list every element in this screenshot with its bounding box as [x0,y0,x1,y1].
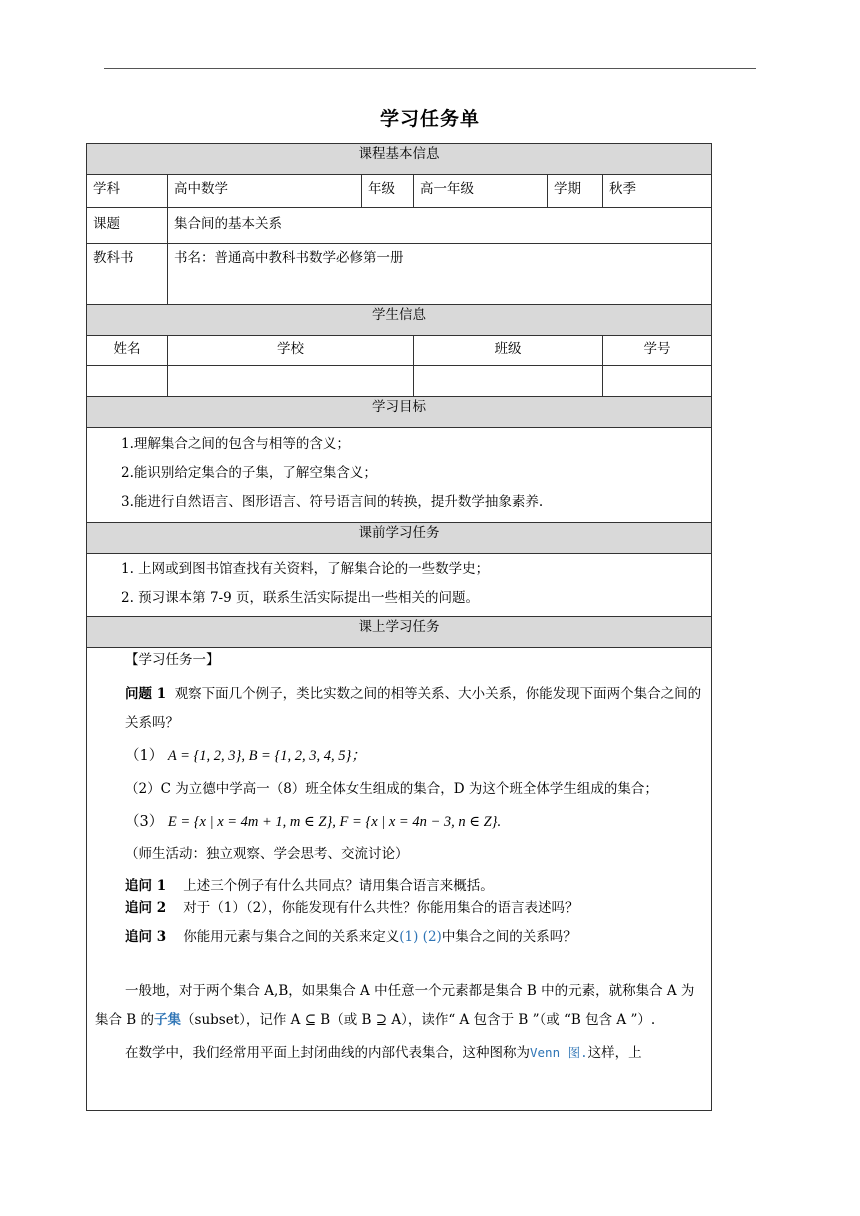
venn-paragraph: 在数学中，我们经常用平面上封闭曲线的内部代表集合，这种图称为Venn 图.这样，上 [125,1045,642,1061]
topic-value: 集合间的基本关系 [168,208,712,244]
in-class-header: 课上学习任务 [87,617,712,648]
textbook-value: 书名：普通高中教科书数学必修第一册 [168,244,712,305]
textbook-label: 教科书 [87,244,168,305]
grade-value: 高一年级 [414,175,548,208]
pre-class-item: 1. 上网或到图书馆查找有关资料，了解集合论的一些数学史； [121,561,490,577]
example-3-formula: E = {x | x = 4m + 1, m ∈ Z}, F = {x | x = 4n − 3, n ∈ Z}. [167,814,502,830]
goals-header: 学习目标 [87,397,712,428]
topic-label: 课题 [87,208,168,244]
subset-definition: 一般地，对于两个集合 A,B，如果集合 A 中任意一个元素都是集合 B 中的元素，就称集合 A 为集合 B 的子集（subset），记作 A ⊆ B（或 B ⊇ A），读作“ A 包含于 B ”（或 “B 包含 A ”）. [95,983,695,1028]
name-field[interactable] [87,366,168,397]
student-info-header: 学生信息 [87,305,712,336]
document-title: 学习任务单 [379,108,480,130]
follow-up-3: 追问 3 你能用元素与集合之间的关系来定义(1) (2)中集合之间的关系吗？ [125,929,577,945]
activity-note: （师生活动：独立观察、学会思考、交流讨论） [125,846,409,862]
grade-label: 年级 [362,175,414,208]
in-class-row [87,648,712,1111]
course-info-header: 课程基本信息 [87,144,712,175]
example-1: （1） A = {1, 2, 3}, B = {1, 2, 3, 4, 5}； [125,748,366,764]
subset-term: 子集 [154,1012,182,1028]
school-field[interactable] [168,366,414,397]
example-1-formula: A = {1, 2, 3}, B = {1, 2, 3, 4, 5}； [167,748,366,764]
header-rule [104,68,756,69]
example-ref-link: (1) (2) [399,929,442,945]
question-1-text: 观察下面几个例子，类比实数之间的相等关系、大小关系，你能发现下面两个集合之间的关系吗？ [125,686,702,731]
col-student-id: 学号 [603,336,712,366]
col-school: 学校 [168,336,414,366]
follow-up-2: 追问 2 对于（1）（2），你能发现有什么共性？你能用集合的语言表述吗？ [125,900,579,916]
follow-up-1: 追问 1 上述三个例子有什么共同点？请用集合语言来概括。 [125,878,494,894]
task-sheet-table [86,143,712,1111]
goals-row [87,428,712,523]
course-textbook-row [87,244,712,305]
student-id-field[interactable] [603,366,712,397]
subject-value: 高中数学 [168,175,362,208]
term-value: 秋季 [603,175,712,208]
pre-class-header: 课前学习任务 [87,523,712,554]
question-1-label: 问题 1 [125,686,167,702]
class-field[interactable] [414,366,603,397]
goal-item: 1.理解集合之间的包含与相等的含义； [121,436,350,452]
term-label: 学期 [548,175,603,208]
student-info-blank-row [87,366,712,397]
example-3: （3） E = {x | x = 4m + 1, m ∈ Z}, F = {x | x = 4n − 3, n ∈ Z}. [125,814,502,830]
goal-item: 2.能识别给定集合的子集，了解空集含义； [121,465,377,481]
col-class: 班级 [414,336,603,366]
venn-term: Venn 图. [530,1045,588,1060]
subject-label: 学科 [87,175,168,208]
pre-class-row [87,554,712,617]
question-1 [95,680,703,738]
course-topic-row [87,208,712,244]
goal-item: 3.能进行自然语言、图形语言、符号语言间的转换，提升数学抽象素养. [121,494,544,510]
pre-class-item: 2. 预习课本第 7-9 页，联系生活实际提出一些相关的问题。 [121,590,479,606]
task-title: 【学习任务一】 [125,652,220,668]
student-info-columns [87,336,712,366]
course-subject-row [87,175,712,208]
example-2: （2）C 为立德中学高一（8）班全体女生组成的集合，D 为这个班全体学生组成的集合； [125,781,658,797]
col-name: 姓名 [87,336,168,366]
